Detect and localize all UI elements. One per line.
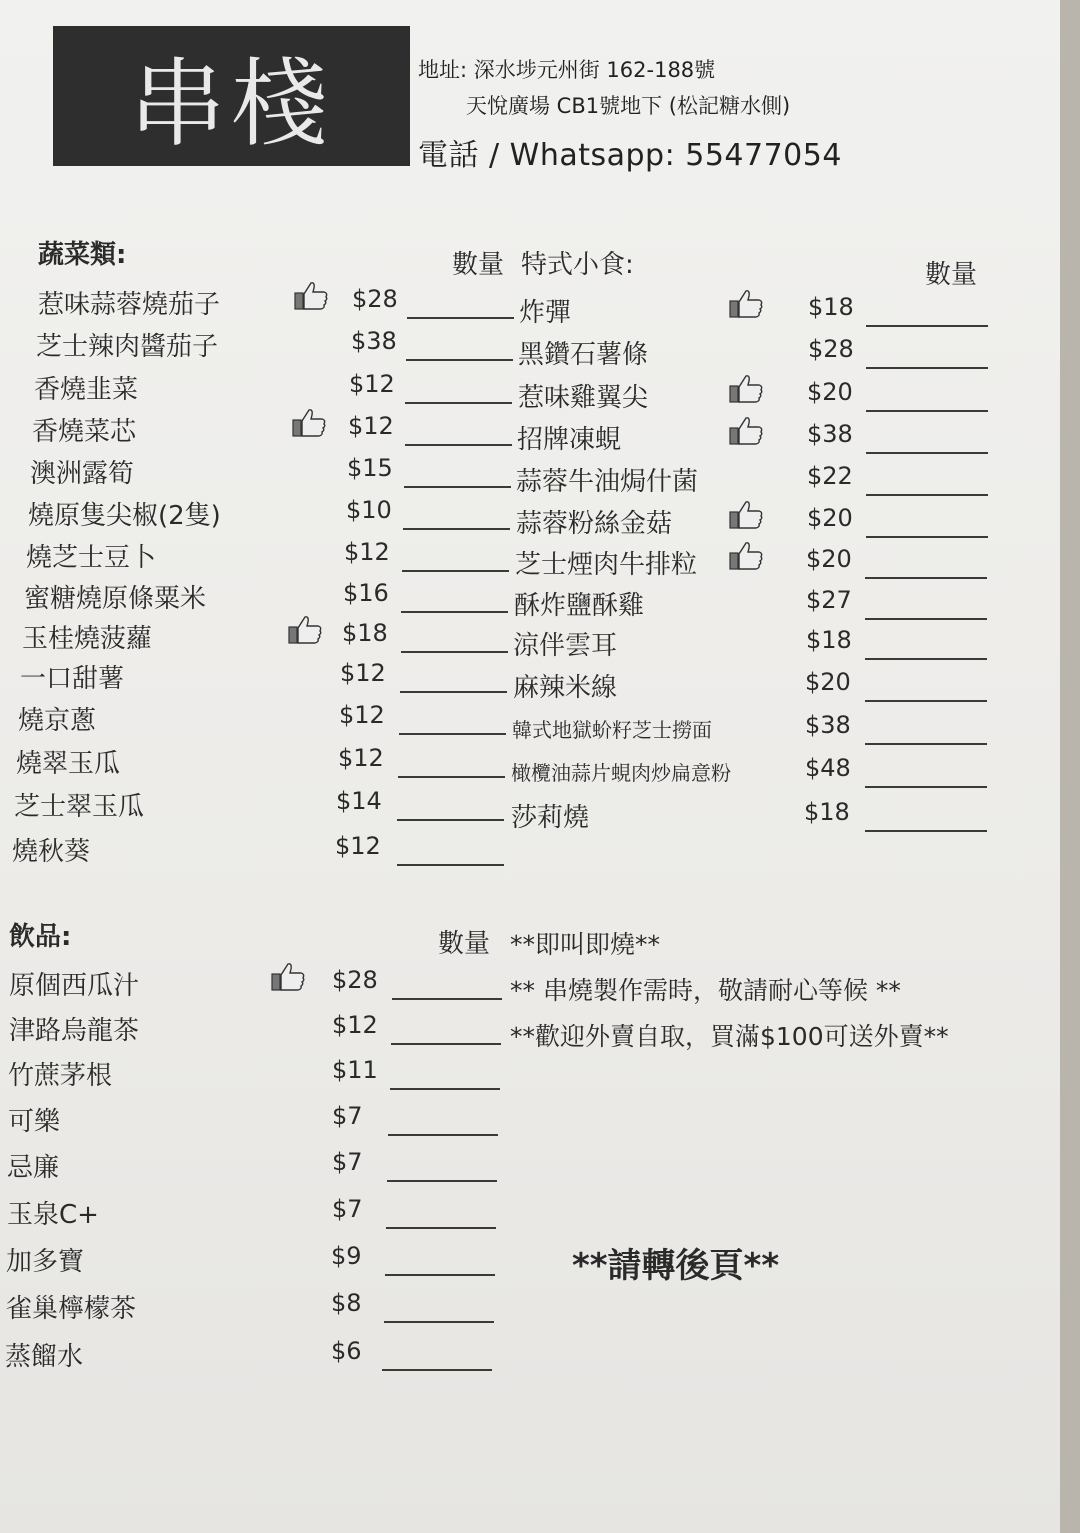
quantity-blank xyxy=(386,1227,496,1229)
menu-item-name: 可樂 xyxy=(8,1107,61,1137)
turn-page-note: **請轉後頁** xyxy=(572,1246,780,1286)
menu-item-price: $7 xyxy=(332,1195,363,1223)
thumbs-up-icon xyxy=(287,614,323,646)
phone-number: 電話 / Whatsapp: 55477054 xyxy=(418,138,842,173)
quantity-blank xyxy=(397,819,504,821)
menu-item-price: $38 xyxy=(805,711,851,739)
quantity-blank xyxy=(391,1043,501,1045)
restaurant-logo: 串棧 xyxy=(53,26,410,166)
menu-item-name: 芝士辣肉醬茄子 xyxy=(36,332,219,362)
menu-item-price: $9 xyxy=(331,1242,362,1270)
menu-item-name: 芝士翠玉瓜 xyxy=(14,792,145,822)
quantity-blank xyxy=(406,359,513,361)
menu-item-price: $28 xyxy=(352,285,398,313)
quantity-blank xyxy=(866,410,988,412)
quantity-blank xyxy=(387,1180,497,1182)
menu-item-price: $18 xyxy=(342,619,388,647)
specials-qty-heading: 數量 xyxy=(925,260,978,290)
menu-item-price: $22 xyxy=(807,462,853,490)
menu-item-name: 加多寶 xyxy=(6,1247,85,1277)
menu-item-price: $20 xyxy=(805,668,851,696)
quantity-blank xyxy=(405,402,512,404)
vegetables-heading: 蔬菜類: xyxy=(38,240,127,270)
quantity-blank xyxy=(865,577,987,579)
menu-item-price: $12 xyxy=(344,538,390,566)
thumbs-up-icon xyxy=(270,961,306,993)
quantity-blank xyxy=(397,864,504,866)
quantity-blank xyxy=(399,733,506,735)
menu-item-price: $10 xyxy=(346,496,392,524)
menu-item-price: $18 xyxy=(806,626,852,654)
menu-item-price: $20 xyxy=(806,545,852,573)
menu-item-price: $7 xyxy=(332,1102,363,1130)
menu-item-price: $12 xyxy=(348,412,394,440)
menu-item-name: 雀巢檸檬茶 xyxy=(6,1294,137,1324)
menu-item-name: 炸彈 xyxy=(519,298,572,328)
menu-item-price: $7 xyxy=(332,1148,363,1176)
quantity-blank xyxy=(401,651,508,653)
quantity-blank xyxy=(384,1321,494,1323)
menu-item-price: $12 xyxy=(340,659,386,687)
quantity-blank xyxy=(865,700,987,702)
menu-item-name: 蒜蓉粉絲金菇 xyxy=(516,509,673,539)
note-delivery: **歡迎外賣自取，買滿$100可送外賣** xyxy=(510,1022,949,1051)
menu-item-price: $14 xyxy=(336,787,382,815)
menu-item-name: 原個西瓜汁 xyxy=(9,971,140,1001)
quantity-blank xyxy=(866,536,988,538)
menu-item-name: 一口甜薯 xyxy=(20,664,125,694)
menu-item-price: $15 xyxy=(347,454,393,482)
thumbs-up-icon xyxy=(293,280,329,312)
menu-item-name: 惹味蒜蓉燒茄子 xyxy=(38,290,221,320)
menu-item-name: 燒翠玉瓜 xyxy=(16,749,121,779)
menu-item-name: 燒京蔥 xyxy=(18,706,97,736)
quantity-blank xyxy=(390,1088,500,1090)
quantity-blank xyxy=(382,1369,492,1371)
menu-item-price: $38 xyxy=(351,327,397,355)
menu-item-name: 蒸餾水 xyxy=(5,1342,84,1372)
menu-item-name: 招牌凍蜆 xyxy=(517,425,622,455)
menu-item-price: $12 xyxy=(335,832,381,860)
thumbs-up-icon xyxy=(291,407,327,439)
menu-item-price: $12 xyxy=(349,370,395,398)
vegetables-qty-heading: 數量 xyxy=(452,250,505,280)
menu-item-name: 燒秋葵 xyxy=(12,837,91,867)
menu-item-name: 忌廉 xyxy=(7,1153,60,1183)
quantity-blank xyxy=(388,1134,498,1136)
quantity-blank xyxy=(866,494,988,496)
quantity-blank xyxy=(402,570,509,572)
menu-item-name: 酥炸鹽酥雞 xyxy=(514,591,645,621)
specials-heading: 特式小食: xyxy=(521,250,634,280)
menu-item-price: $27 xyxy=(806,586,852,614)
quantity-blank xyxy=(392,998,502,1000)
note-please-wait: ** 串燒製作需時，敬請耐心等候 ** xyxy=(510,976,901,1005)
quantity-blank xyxy=(865,618,987,620)
menu-item-name: 涼伴雲耳 xyxy=(513,631,618,661)
drinks-heading: 飲品: xyxy=(9,922,72,952)
quantity-blank xyxy=(865,786,987,788)
menu-item-name: 竹蔗茅根 xyxy=(8,1061,113,1091)
menu-item-price: $38 xyxy=(807,420,853,448)
quantity-blank xyxy=(404,486,511,488)
menu-item-name: 橄欖油蒜片蜆肉炒扁意粉 xyxy=(511,761,731,785)
quantity-blank xyxy=(385,1274,495,1276)
menu-item-name: 芝士煙肉牛排粒 xyxy=(515,550,698,580)
menu-item-name: 香燒韭菜 xyxy=(34,375,139,405)
thumbs-up-icon xyxy=(728,499,764,531)
quantity-blank xyxy=(865,658,987,660)
quantity-blank xyxy=(407,317,514,319)
menu-item-price: $28 xyxy=(808,335,854,363)
menu-item-price: $20 xyxy=(807,504,853,532)
menu-item-price: $12 xyxy=(339,701,385,729)
menu-item-price: $11 xyxy=(332,1056,378,1084)
address-line-2: 天悅廣場 CB1號地下 (松記糖水側) xyxy=(466,94,791,118)
thumbs-up-icon xyxy=(728,540,764,572)
menu-item-price: $18 xyxy=(808,293,854,321)
quantity-blank xyxy=(405,444,512,446)
quantity-blank xyxy=(403,528,510,530)
menu-item-name: 蜜糖燒原條粟米 xyxy=(24,584,207,614)
menu-item-price: $28 xyxy=(332,966,378,994)
menu-item-name: 莎莉燒 xyxy=(511,803,590,833)
menu-item-price: $18 xyxy=(804,798,850,826)
menu-item-name: 麻辣米線 xyxy=(513,673,618,703)
thumbs-up-icon xyxy=(728,373,764,405)
quantity-blank xyxy=(865,830,987,832)
quantity-blank xyxy=(398,776,505,778)
menu-item-name: 燒原隻尖椒(2隻) xyxy=(28,501,221,531)
menu-item-name: 香燒菜芯 xyxy=(32,417,137,447)
menu-item-price: $12 xyxy=(332,1011,378,1039)
note-cooked-to-order: **即叫即燒** xyxy=(510,930,661,959)
thumbs-up-icon xyxy=(728,415,764,447)
menu-item-name: 韓式地獄蚧籽芝士撈面 xyxy=(512,718,712,742)
menu-item-price: $20 xyxy=(807,378,853,406)
drinks-qty-heading: 數量 xyxy=(438,929,491,959)
menu-item-name: 澳洲露筍 xyxy=(30,459,135,489)
menu-item-price: $12 xyxy=(338,744,384,772)
menu-item-name: 玉桂燒菠蘿 xyxy=(22,624,153,654)
table-edge xyxy=(1060,0,1080,1533)
quantity-blank xyxy=(400,691,507,693)
thumbs-up-icon xyxy=(728,288,764,320)
menu-item-price: $8 xyxy=(331,1289,362,1317)
menu-item-name: 惹味雞翼尖 xyxy=(518,383,649,413)
menu-item-name: 玉泉C+ xyxy=(7,1200,99,1230)
address-line-1: 地址: 深水埗元州街 162-188號 xyxy=(418,58,716,82)
menu-item-price: $6 xyxy=(331,1337,362,1365)
menu-item-price: $16 xyxy=(343,579,389,607)
menu-item-name: 黑鑽石薯條 xyxy=(518,340,649,370)
menu-item-price: $48 xyxy=(805,754,851,782)
quantity-blank xyxy=(866,367,988,369)
menu-item-name: 蒜蓉牛油焗什菌 xyxy=(516,467,699,497)
menu-item-name: 燒芝士豆卜 xyxy=(26,543,157,573)
quantity-blank xyxy=(866,325,988,327)
quantity-blank xyxy=(866,452,988,454)
quantity-blank xyxy=(401,611,508,613)
quantity-blank xyxy=(865,743,987,745)
menu-item-name: 津路烏龍茶 xyxy=(9,1016,140,1046)
